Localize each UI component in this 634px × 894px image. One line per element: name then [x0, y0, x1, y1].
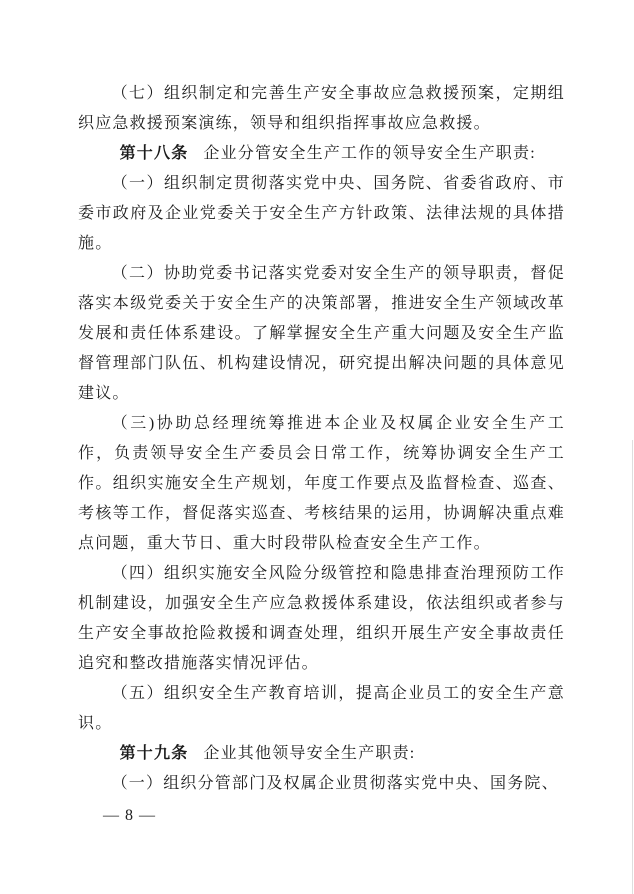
- document-body: [78, 79, 565, 799]
- article-number: 第十九条: [119, 745, 189, 762]
- page-number: — 8 —: [103, 807, 156, 824]
- body-paragraph: （四）组织实施安全风险分级管控和隐患排查治理预防工作机制建设，加强安全生产应急救援体系建设，依法组织或者参与生产安全事故抢险救援和调查处理，组织开展生产安全事故责任追究和整改措施落实情况评估。: [78, 565, 565, 672]
- article-number: 第十八条: [119, 145, 189, 162]
- body-paragraph: （一）组织分管部门及权属企业贯彻落实党中央、国务院、: [111, 775, 559, 792]
- scan-edge-artifact: [632, 440, 633, 894]
- body-paragraph: （一）组织制定贯彻落实党中央、国务院、省委省政府、市委市政府及企业党委关于安全生产方针政策、法律法规的具体措施。: [78, 175, 565, 252]
- body-paragraph: （七）组织制定和完善生产安全事故应急救援预案，定期组织应急救援预案演练，领导和组织指挥事故应急救援。: [78, 85, 565, 132]
- body-paragraph: （五）组织安全生产教育培训，提高企业员工的安全生产意识。: [78, 685, 565, 732]
- body-paragraph: （二）协助党委书记落实党委对安全生产的领导职责，督促落实本级党委关于安全生产的决策部署，推进安全生产领域改革发展和责任体系建设。了解掌握安全生产重大问题及安全生产监督管理部门队伍、机构建设情况，研究提出解决问题的具体意见建议。: [78, 265, 565, 402]
- article-heading: [78, 739, 565, 769]
- article-heading: [78, 139, 565, 169]
- article-title: 企业分管安全生产工作的领导安全生产职责:: [203, 145, 536, 162]
- article-title: 企业其他领导安全生产职责:: [203, 745, 416, 762]
- body-paragraph: （三)协助总经理统筹推进本企业及权属企业安全生产工作，负责领导安全生产委员会日常工作，统筹协调安全生产工作。组织实施安全生产规划，年度工作要点及监督检查、巡查、考核等工作，督促落实巡查、考核结果的运用，协调解决重点难点问题，重大节日、重大时段带队检查安全生产工作。: [78, 415, 565, 552]
